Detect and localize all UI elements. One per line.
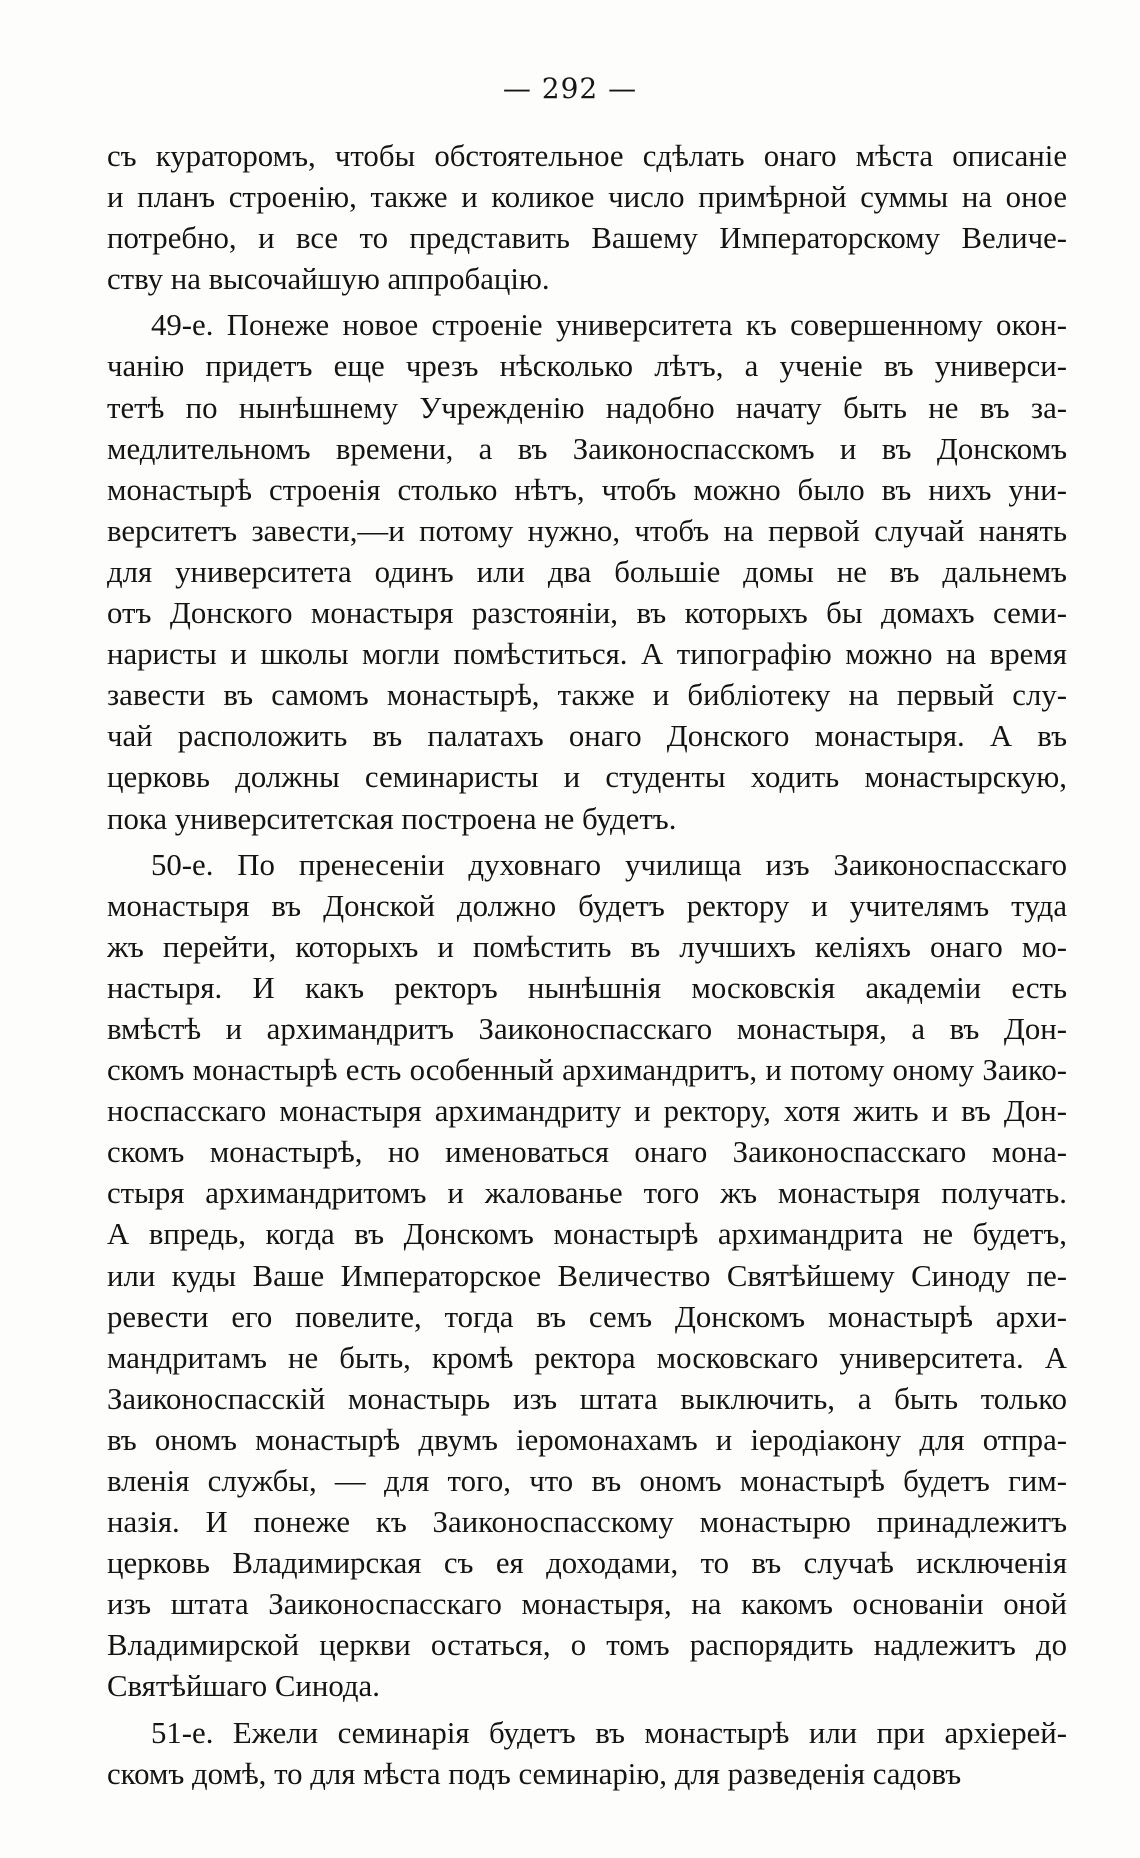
text-line: потребно, и все то представить Вашему Императорскому Величе- [107, 221, 1067, 256]
text-line: чанію придетъ еще чрезъ нѣсколько лѣтъ, а ученіе въ универси- [107, 349, 1067, 384]
text-line: скомъ домѣ, то для мѣста подъ семинарію, для разведенія садовъ [107, 1756, 962, 1791]
text-line: назія. И понеже къ Заиконоспасскому монастырю принадлежитъ [107, 1505, 1067, 1540]
text-line: церковь Владимирская съ ея доходами, то въ случаѣ исключенія [107, 1546, 1067, 1581]
text-line: ству на высочайшую аппробацію. [107, 262, 550, 297]
text-line: тетѣ по нынѣшнему Учрежденію надобно начату быть не въ за- [107, 390, 1067, 425]
text-line: носпасскаго монастыря архимандриту и ректору, хотя жить и въ Дон- [107, 1094, 1067, 1129]
text-line: вмѣстѣ и архимандритъ Заиконоспасскаго монастыря, а въ Дон- [107, 1011, 1067, 1046]
text-line: 51-е. Ежели семинарія будетъ въ монастырѣ или при архіерей- [151, 1715, 1067, 1750]
text-line: настыря. И какъ ректоръ нынѣшнія московскія академіи есть [107, 970, 1067, 1005]
text-line: съ кураторомъ, чтобы обстоятельное сдѣлать онаго мѣста описаніе [107, 139, 1067, 173]
text-line: монастырѣ строенія столько нѣтъ, чтобъ можно было въ нихъ уни- [107, 472, 1067, 507]
text-line: наристы и школы могли помѣститься. А типографію можно на время [107, 637, 1067, 672]
text-line: въ ономъ монастырѣ двумъ іеромонахамъ и іеродіакону для отпра- [107, 1422, 1067, 1457]
text-line: для университета одинъ или два большіе домы не въ дальнемъ [107, 554, 1067, 589]
text-line: скомъ монастырѣ, но именоваться онаго Заиконоспасскаго мона- [107, 1135, 1067, 1170]
text-line: скомъ монастырѣ есть особенный архимандритъ, и потому оному Заико- [107, 1053, 1067, 1088]
text-line: отъ Донского монастыря разстояніи, въ которыхъ бы домахъ семи- [107, 596, 1067, 631]
text-line: вленія службы, — для того, что въ ономъ монастырѣ будетъ гим- [107, 1464, 1067, 1498]
text-line: мандритамъ не быть, кромѣ ректора московскаго университета. А [107, 1340, 1067, 1375]
page-body-text [107, 136, 1067, 1800]
text-line: Владимирской церкви остаться, о томъ распорядить надлежитъ до [107, 1628, 1067, 1663]
paragraph-continued [107, 136, 1067, 300]
text-line: верситетъ завести,—и потому нужно, чтобъ на первой случай нанять [107, 513, 1067, 548]
text-line: стыря архимандритомъ и жалованье того жъ монастыря получать. [107, 1176, 1067, 1211]
text-line: медлительномъ времени, а въ Заиконоспасскомъ и въ Донскомъ [107, 431, 1067, 466]
text-line: А впредь, когда въ Донскомъ монастырѣ архимандрита не будетъ, [107, 1217, 1067, 1252]
text-line: церковь должны семинаристы и студенты ходить монастырскую, [107, 760, 1067, 795]
text-line: изъ штата Заиконоспасскаго монастыря, на какомъ основаніи оной [107, 1587, 1067, 1622]
text-line: или куды Ваше Императорское Величество Святѣйшему Синоду пе- [107, 1258, 1067, 1293]
paragraph-50 [107, 845, 1067, 1708]
text-line: завести въ самомъ монастырѣ, также и библіотеку на первый слу- [107, 678, 1067, 713]
text-line: 49-е. Понеже новое строеніе университета къ совершенному окон- [151, 308, 1067, 343]
text-line: Святѣйшаго Синода. [107, 1669, 380, 1704]
text-line: монастыря въ Донской должно будетъ ректору и учителямъ туда [107, 888, 1067, 923]
text-line: и планъ строенію, также и коликое число примѣрной суммы на оное [107, 180, 1067, 215]
paragraph-49 [107, 305, 1067, 839]
paragraph-51 [107, 1713, 1067, 1795]
text-line: ревести его повелите, тогда въ семъ Донскомъ монастырѣ архи- [107, 1299, 1067, 1334]
text-line: чай расположить въ палатахъ онаго Донского монастыря. А въ [107, 719, 1067, 754]
text-line: 50-е. По пренесеніи духовнаго училища изъ Заиконоспасскаго [151, 847, 1067, 882]
text-line: жъ перейти, которыхъ и помѣстить въ лучшихъ келіяхъ онаго мо- [107, 929, 1067, 964]
text-line: Заиконоспасскій монастырь изъ штата выключить, а быть только [107, 1381, 1067, 1416]
text-line: пока университетская построена не будетъ. [107, 801, 677, 836]
page-number: — 292 — [502, 72, 638, 105]
